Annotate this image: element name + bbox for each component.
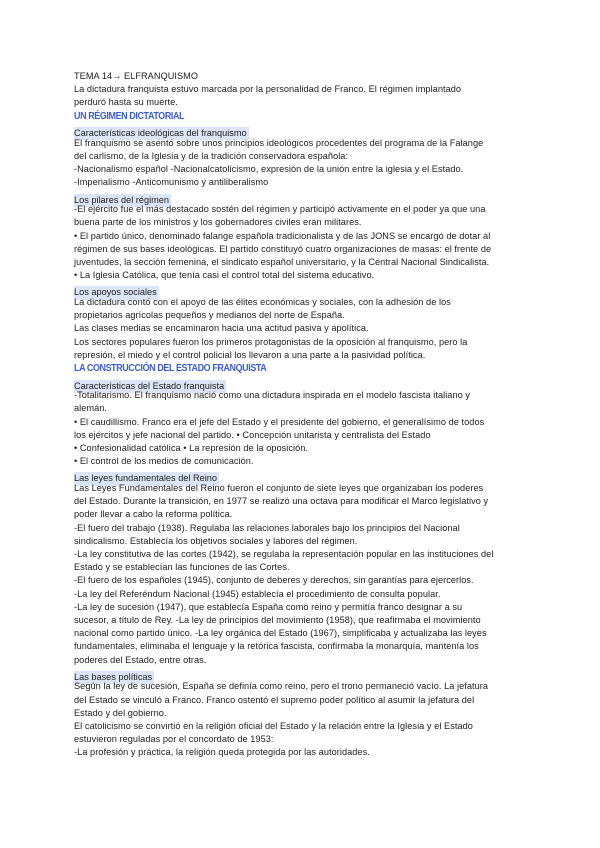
text-line: • El caudillismo. Franco era el jefe del Estado y el presidente del gobierno, el generalísimo de todos: [74, 416, 485, 427]
text-line: -La profesión y práctica, la religión queda protegida por las autoridades.: [74, 747, 370, 758]
text-line: Estado y se establecían las funciones de las Cortes.: [74, 562, 290, 573]
text-line: perduró hasta su muerte.: [74, 97, 178, 108]
text-line: Los sectores populares fueron los primeros protagonistas de la oposición al franquismo, pero la: [74, 336, 468, 347]
paragraph: [74, 83, 534, 109]
text-line: El franquismo se asentó sobre unos principios ideológicos procedentes del programa de la Falange: [74, 137, 484, 148]
text-line: La dictadura contó con el apoyo de las élites económicas y sociales, con la adhesión de los: [74, 297, 451, 308]
paragraph: [74, 680, 534, 759]
text-line: El catolicismo se convirtió en la religión oficial del Estado y la relación entre la Iglesia y el Estado: [74, 721, 473, 732]
subheading: Las leyes fundamentales del Reino: [74, 472, 219, 485]
text-line: • La Iglesia Católica, que tenía casi el control total del sistema educativo.: [74, 270, 375, 281]
text-line: La dictadura franquista estuvo marcada por la personalidad de Franco. El régimen implantado: [74, 84, 462, 95]
text-line: • El partido único, denominado falange española tradicionalista y de las JONS se encargó de dotar al: [74, 230, 491, 241]
text-line: buena parte de los ministros y los gobernadores civiles eran militares.: [74, 217, 362, 228]
subheading-row: [74, 376, 534, 390]
subheading-row: [74, 468, 534, 482]
text-line: del carlismo, de la Iglesia y de la tradición conservadora española:: [74, 151, 349, 161]
text-line: los ejércitos y jefe nacional del partido. • Concepción unitarista y centralista del Estado: [74, 429, 431, 440]
text-line: -Nacionalismo español -Nacionalcatolicismo, expresión de la unión entre la iglesia y el Estado.: [74, 164, 464, 175]
text-line: -La ley del Referéndum Nacional (1945) establecía el procedimiento de consulta popular.: [74, 588, 441, 599]
subheading-row: [74, 282, 534, 296]
section-heading: UN RÉGIMEN DICTATORIAL: [74, 110, 185, 122]
text-line: estuvieron reguladas por el concordato de 1953:: [74, 734, 274, 745]
subheading-row: [74, 667, 534, 681]
paragraph: [74, 296, 534, 362]
subheading: Las bases políticas: [74, 671, 154, 684]
text-line: -Imperialismo -Anticomunismo y antiliberalismo: [74, 177, 269, 188]
section-heading: LA CONSTRUCCIÓN DEL ESTADO FRANQUISTA: [74, 363, 267, 375]
text-line: nacional como partido único. -La ley orgánica del Estado (1967), simplificaba y actualizaba las leyes: [74, 628, 487, 639]
text-line: -La ley de sucesión (1947), que establecía España como reino y permitía franco designar a su: [74, 601, 463, 612]
text-line: fundamentales, eliminaba el lenguaje y la retórica fascista, confirmaba la monarquía, mantenía los: [74, 641, 479, 652]
text-line: régimen de sus bases ideológicas. El partido constituyó cuatro organizaciones de masas: el frente de: [74, 243, 492, 254]
paragraph: [74, 137, 534, 190]
paragraph: [74, 389, 534, 468]
text-line: • El control de los medios de comunicación.: [74, 456, 254, 467]
text-line: del Estado se vinculó a Franco. Franco ostentó el supremo poder político al asumir la jefatura del: [74, 694, 475, 705]
text-line: poderes del Estado, entre otras.: [74, 654, 207, 665]
paragraph: [74, 482, 534, 667]
text-line: alemán.: [74, 403, 108, 414]
text-line: Las clases medias se encaminaron hacia una actitud pasiva y apolítica.: [74, 323, 369, 334]
text-line: represión, el miedo y el control policial los llevaron a una parte a la pasividad política.: [74, 349, 426, 360]
subheading: Los pilares del régimen: [74, 194, 171, 207]
text-line: del Estado. Durante la transición, en 1977 se realizó una octava para modificar el Marco legislativo y: [74, 496, 489, 507]
text-line: • Confesionalidad católica • La represión de la oposición.: [74, 443, 309, 454]
text-line: -La ley constitutiva de las cortes (1942), se regulaba la representación popular en las instituciones del: [74, 549, 494, 560]
subheading: Características del Estado franquista: [74, 380, 226, 393]
subheading-row: [74, 190, 534, 204]
text-line: sindicalismo. Establecía los objetivos sociales y labores del régimen.: [74, 535, 358, 546]
text-line: -El ejército fue el más destacado sostén del régimen y participó activamente en el poder ya que una: [74, 204, 486, 215]
subheading: Características ideológicas del franquismo: [74, 127, 249, 140]
document-page: [74, 70, 534, 760]
text-line: juventudes, la sección femenina, el sindicato español universitario, y la Central Nacional Sindicalista.: [74, 257, 490, 268]
paragraph: [74, 203, 534, 282]
subheading-row: [74, 123, 534, 137]
text-line: propietarios agrícolas pequeños y medianos del norte de España.: [74, 310, 345, 321]
text-line: -Totalitarismo. El franquismo nació como una dictadura inspirada en el modelo fascista italiano y: [74, 390, 471, 401]
subheading: Los apoyos sociales: [74, 286, 159, 299]
text-line: Estado y del gobierno.: [74, 707, 167, 718]
text-line: sucesor, a título de Rey. -La ley de principios del movimiento (1958), que reafirmaba el movimiento: [74, 615, 481, 626]
text-line: -El fuero del trabajo (1938). Regulaba las relaciones laborales bajo los principios del Nacional: [74, 522, 460, 533]
text-line: -El fuero de los españoles (1945), conjunto de deberes y derechos, sin garantías para ejercerlos.: [74, 575, 474, 586]
document-title: TEMA 14→ ELFRANQUISMO: [74, 71, 199, 81]
text-line: poder llevar a cabo la reforma política.: [74, 509, 233, 520]
text-line: Según la ley de sucesión, España se definía como reino, pero el trono permaneció vacío. La jefatura: [74, 681, 489, 692]
document-body: [74, 83, 534, 759]
text-line: Las Leyes Fundamentales del Reino fueron el conjunto de siete leyes que organizaban los poderes: [74, 483, 484, 494]
